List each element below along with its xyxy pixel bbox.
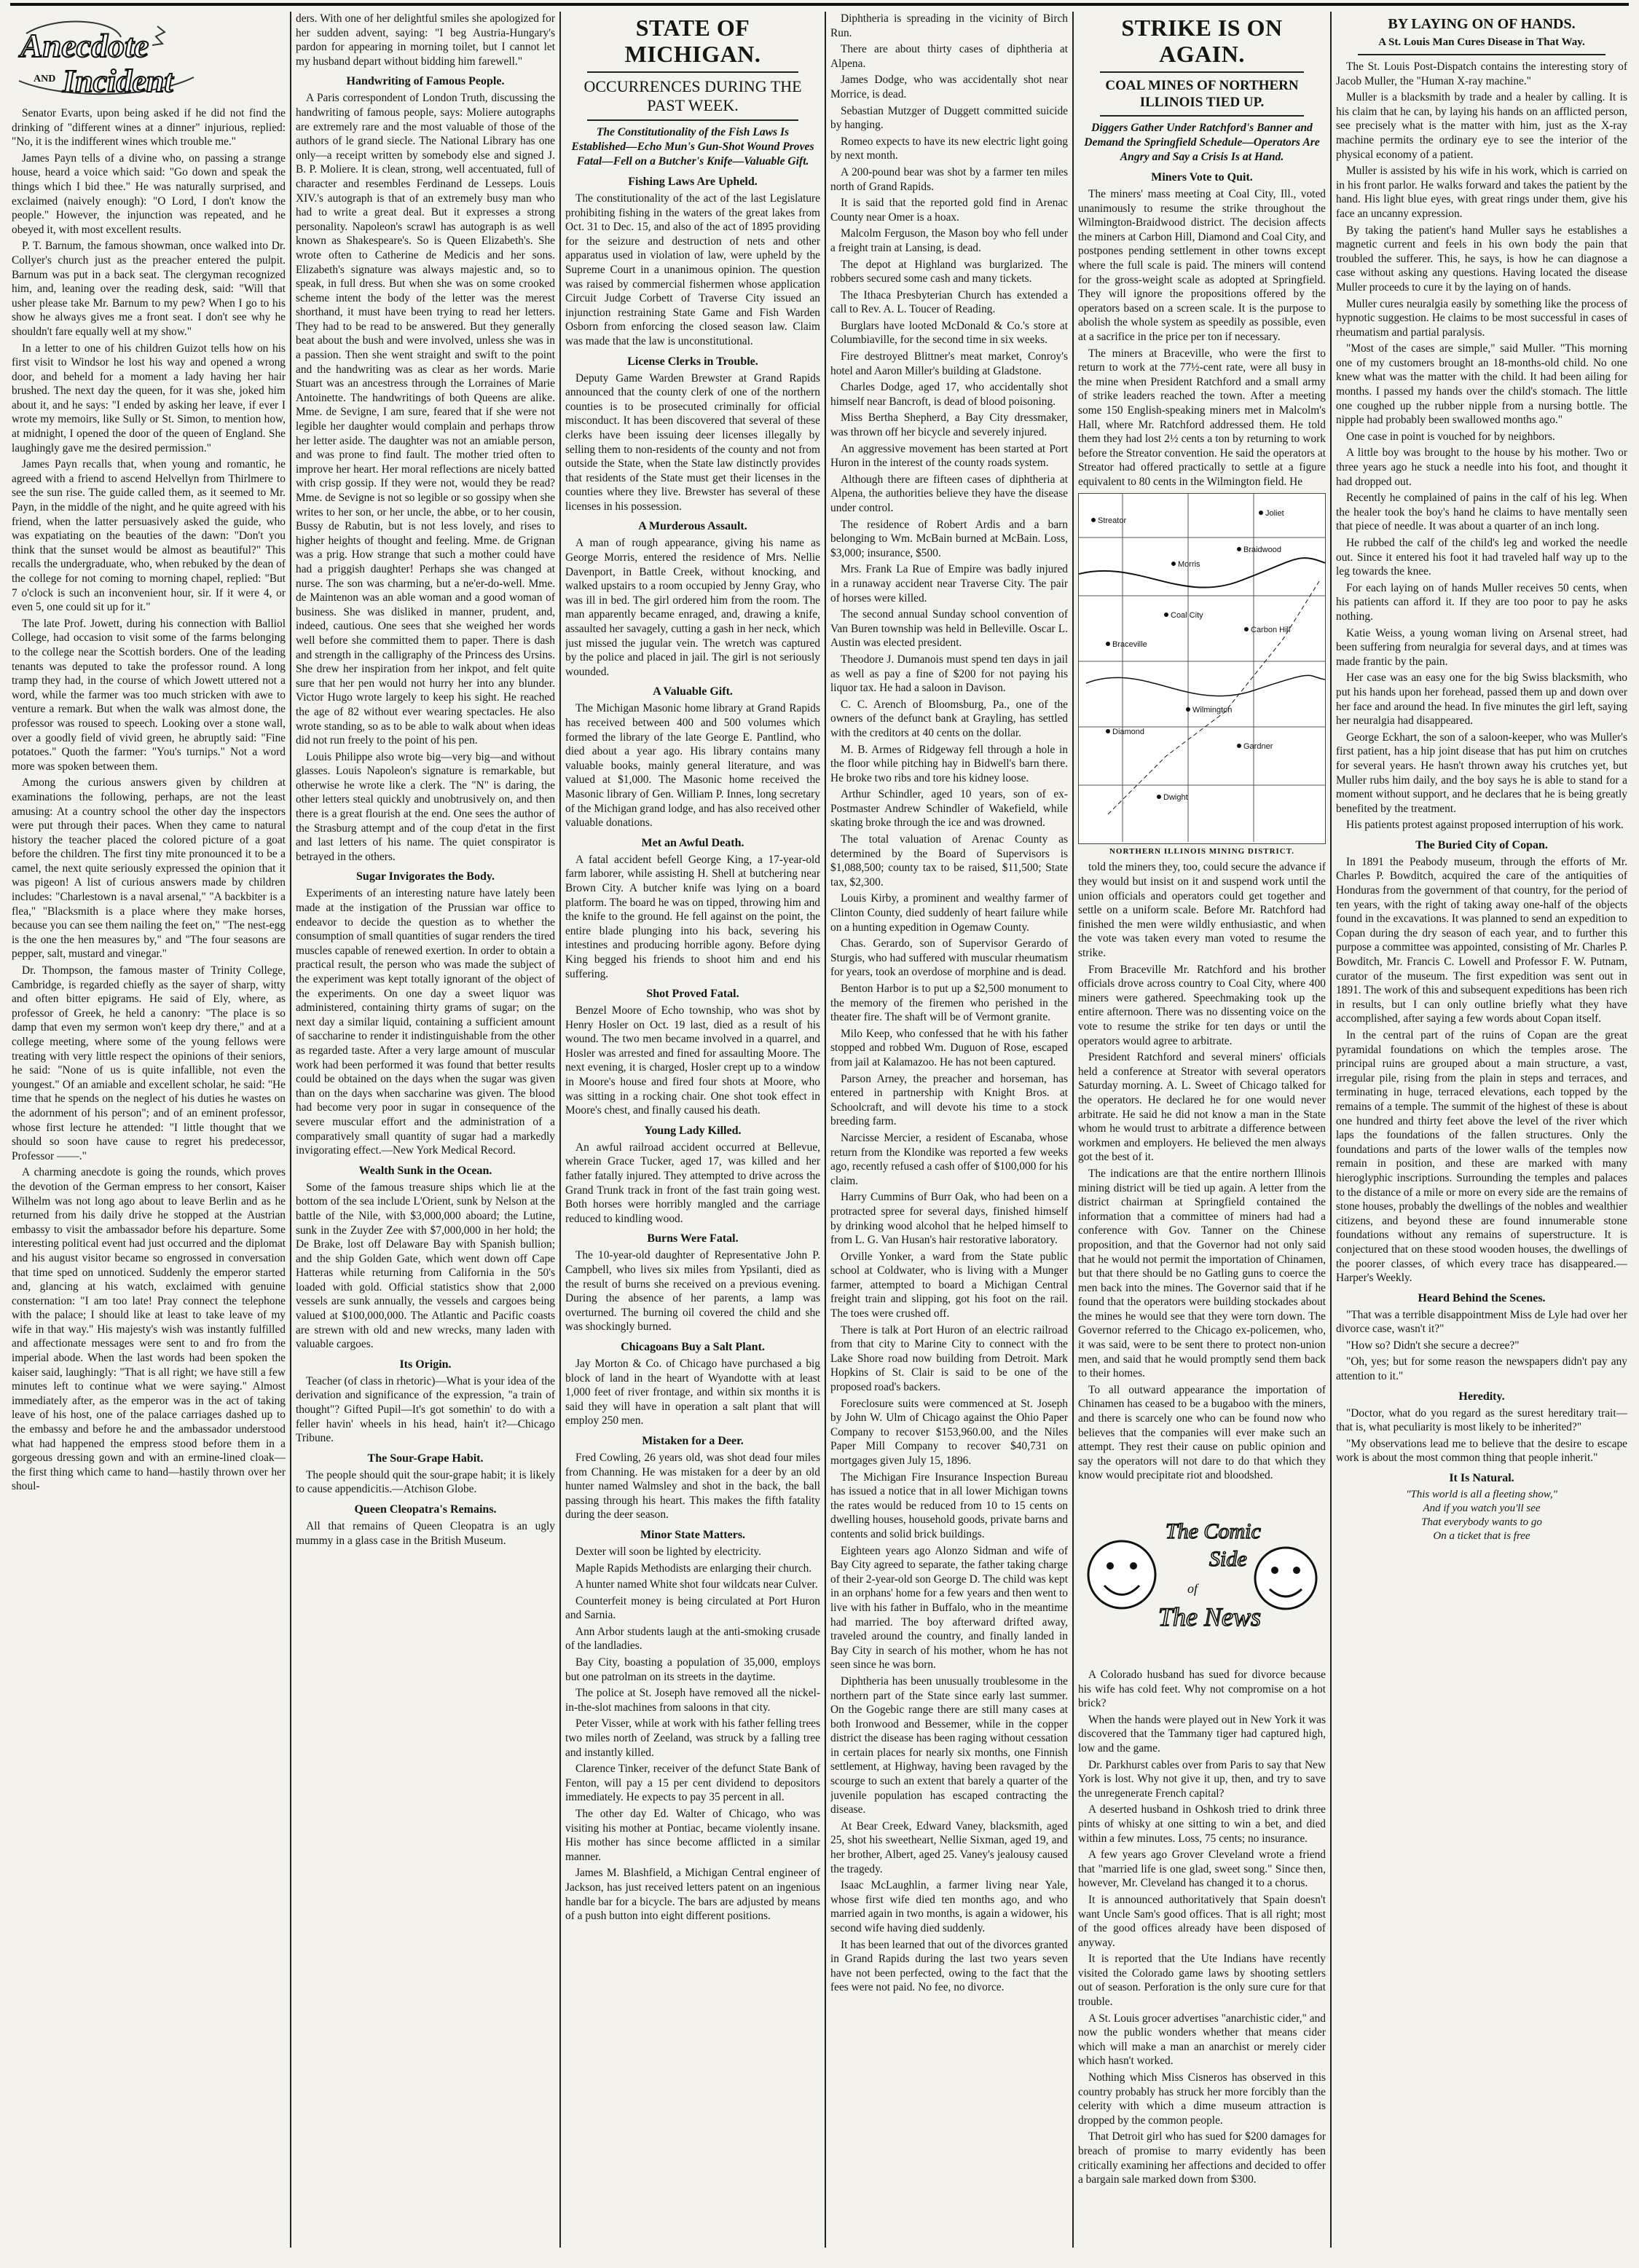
column-state-of-michigan <box>565 12 820 2248</box>
michigan-section-paragraph: The police at St. Joseph have removed all the nickel-in-the-slot machines from saloons in that city. <box>565 1687 820 1714</box>
hands-subtitle: A St. Louis Man Cures Disease in That Way. <box>1378 36 1585 48</box>
anecdote-paragraphs <box>12 106 286 1494</box>
wealth-heading: Wealth Sunk in the Ocean. <box>358 1164 492 1177</box>
hands-paragraph: George Eckhart, the son of a saloon-keeper, who was Muller's first patient, has a hip joint disease that has put him on crutches for several years. He hasn't thrown away his crutches yet, but Muller rubs him daily, and the boy says he is able to stand for a moment without support, and he declares that he is being greatly benefited by the treatment. <box>1336 731 1627 815</box>
map-town-label: Wilmington <box>1192 706 1233 715</box>
svg-text:AND: AND <box>34 74 56 84</box>
divider <box>1358 54 1605 55</box>
scenes-paragraph: "Oh, yes; but for some reason the newspapers didn't pay any attention to it." <box>1336 1355 1627 1383</box>
state-item: Theodore J. Dumanois must spend ten days in jail as well as pay a fine of $200 for not paying his liquor tax. He had a saloon in Davison. <box>830 653 1068 695</box>
heredity-paragraph: "Doctor, what do you regard as the surest hereditary trait—that is, what peculiarity is most likely to be inherited?" <box>1336 1406 1627 1434</box>
state-item: The second annual Sunday school convention of Van Buren township was held in Belleville. Oscar L. Austin was elected president. <box>830 608 1068 650</box>
state-item: Charles Dodge, aged 17, who accidentally shot himself near Bancroft, is dead of blood poisoning. <box>830 381 1068 408</box>
hands-paragraph: For each laying on of hands Muller receives 50 cents, when his patients can afford it. If they are too poor to pay he asks nothing. <box>1336 581 1627 623</box>
michigan-section-paragraph: Deputy Game Warden Brewster at Grand Rapids announced that the county clerk of one of the northern counties is to be prosecuted criminally for official misconduct. It has been discovered that several of these clerks have been issuing deer licenses illegally by selling them to non-residents of the county and not from outside the State, when the State law distinctly provides that residents of the State must get their licenses in the counties where they live. Brewster has several of these licenses in his possession. <box>565 371 820 513</box>
michigan-section-paragraph: A hunter named White shot four wildcats near Culver. <box>575 1578 818 1591</box>
michigan-section-heading: Fishing Laws Are Upheld. <box>628 176 758 188</box>
hands-paragraphs <box>1336 60 1627 832</box>
state-item: Milo Keep, who confessed that he with his father stopped and robbed Wm. Duguon of Rose, escaped from jail at Kalamazoo. He has not been captured. <box>830 1027 1068 1068</box>
strike-subtitle: COAL MINES OF NORTHERN ILLINOIS TIED UP. <box>1105 78 1299 110</box>
michigan-section-heading: Shot Proved Fatal. <box>646 988 739 1001</box>
column-laying-on-hands <box>1336 12 1627 2248</box>
michigan-section-paragraph: Counterfeit money is being circulated at Port Huron and Sarnia. <box>565 1594 820 1622</box>
michigan-section-paragraph: Fred Cowling, 26 years old, was shot dead four miles from Channing. He was mistaken for a deer by an old hunter named Walmsley and shot in the back, the ball passing through his heart. This makes the fifth fatality during the deer season. <box>565 1451 820 1521</box>
comic-joke: A few years ago Grover Cleveland wrote a friend that "married life is one glad, sweet song." Since then, however, Mr. Cleveland has changed it to a chorus. <box>1078 1848 1326 1890</box>
state-item: Eighteen years ago Alonzo Sidman and wife of Bay City agreed to separate, the father taking charge of their 2-year-old son George D. The child was kept in an orphans' home for a few years and then went to live with his father in Buffalo, who in the meantime had married. The boy afterward drifted away, traveled around the country, and finally landed in Bay City in search of his mother, whom he has not seen since he was born. <box>830 1544 1068 1672</box>
anecdote-paragraph: P. T. Barnum, the famous showman, once walked into Dr. Collyer's church just as the preacher entered the pulpit. Barnum was put in a back seat. The clergyman recognized him, and, leaning over the reading desk, said: "Will that usher please take Mr. Barnum to my pew? When I go to his show he always gives me a front seat. I don't see why he shouldn't fare equally well at my show." <box>12 240 286 338</box>
map-town-label: Braceville <box>1112 640 1147 650</box>
michigan-title: STATE OF MICHIGAN. <box>624 15 761 67</box>
state-item: Romeo expects to have its new electric light going by next month. <box>830 135 1068 162</box>
comic-jokes <box>1078 1668 1326 2187</box>
michigan-section-heading: Met an Awful Death. <box>641 836 744 849</box>
comic-joke: It is reported that the Ute Indians have recently visited the Colorado game laws by shooting settlers out of season. Perforation is the only sure cure for that trouble. <box>1078 1953 1326 2009</box>
state-item: M. B. Armes of Ridgeway fell through a hole in the floor while pitching hay in Bidwell's barn there. He broke two ribs and tore his kidney loose. <box>830 743 1068 784</box>
hands-title: BY LAYING ON OF HANDS. <box>1388 16 1576 32</box>
michigan-section-heading: A Valuable Gift. <box>653 685 733 698</box>
map-town-label: Carbon Hill <box>1251 626 1291 635</box>
state-item: A 200-pound bear was shot by a farmer ten miles north of Grand Rapids. <box>830 165 1068 193</box>
strike-paragraph: To all outward appearance the importation of Chinamen has ceased to be a bugaboo with the miners, and there is scarcely one who can be found now who believes that the companies will ever make such an attempt. They rest their cause on public opinion and say the operators will not dare to do that which they know would precipitate riot and bloodshed. <box>1078 1383 1326 1482</box>
michigan-section-paragraph: Bay City, boasting a population of 35,000, employs but one patrolman on its streets in the daytime. <box>565 1656 820 1683</box>
map-town-label: Dwight <box>1163 793 1188 803</box>
michigan-section-paragraph: Maple Rapids Methodists are enlarging their church. <box>575 1562 812 1575</box>
mining-map-svg <box>1079 494 1325 842</box>
strike-paragraph: told the miners they, too, could secure the advance if they would but insist on it and suspend work until the union officials and operators could get together and settle on a uniform scale. Before Mr. Ratchford had finished the men were wildly enthusiastic, and when the vote was taken every man voted to resume the strike. <box>1078 861 1326 960</box>
michigan-section-heading: License Clerks in Trouble. <box>627 355 758 368</box>
anecdote-paragraph: In a letter to one of his children Guizot tells how on his first visit to Windsor he lost his way and opened a wrong door, and beheld for a moment a lady having her hair brushed. The next day the queen, for it was she, joked him about it, and he says: "I ended by asking her leave, if ever I wrote my memoirs, like Sully or St. Simon, to mention how, at midnight, I opened the door of the queen of England. She laughingly gave me the desired permission." <box>12 342 286 454</box>
vote-heading: Miners Vote to Quit. <box>1151 171 1253 184</box>
state-item: Burglars have looted McDonald & Co.'s store at Columbiaville, for the second time in six weeks. <box>830 319 1068 347</box>
state-item: C. C. Arench of Bloomsburg, Pa., one of the owners of the defunct bank at Grayling, has settled with the creditors at 40 cents on the dollar. <box>830 698 1068 739</box>
state-item: It is said that the reported gold find in Arenac County near Omer is a hoax. <box>830 197 1068 224</box>
michigan-section-heading: Young Lady Killed. <box>644 1124 742 1137</box>
state-item: James Dodge, who was accidentally shot near Morrice, is dead. <box>830 74 1068 101</box>
state-item: The residence of Robert Ardis and a barn belonging to Wm. McBain burned at McBain. Loss, $3,000; insurance, $500. <box>830 518 1068 559</box>
hands-paragraph: Katie Weiss, a young woman living on Arsenal street, had been suffering from neuralgia for several days, and at times was made frantic by the pain. <box>1336 626 1627 668</box>
michigan-section-paragraph: Benzel Moore of Echo township, who was shot by Henry Hosler on Oct. 19 last, died as a result of his wound. The two men became involved in a quarrel, and Hosler was arrested and fined for assaulting Moore. The next evening, it is charged, Hosler crept up to a window in Moore's house and fired four shots at Moore, who was sitting in a rocking chair. One shot took effect in Moore's chest, and finally caused his death. <box>565 1004 820 1117</box>
hands-paragraph: Muller is assisted by his wife in his work, which is carried on in his front parlor. He walks forward and takes the patient by the hand. His light blue eyes, with great rings under them, give his face an uncanny expression. <box>1336 165 1627 220</box>
michigan-sections <box>565 175 820 1924</box>
sugar-heading: Sugar Invigorates the Body. <box>356 870 495 883</box>
newspaper-page <box>12 12 1627 2256</box>
handwriting-paragraph: Louis Philippe also wrote big—very big—and without glasses. Louis Napoleon's signature is remarkable, but otherwise he wrote like a clerk. The "N" is daring, the other letters steal quickly and unobtrusively on, and then there is a great flourish at the end. One sees the author of the Strasburg attempt and of the coup d'etat in the first and last letters of his name. The quiet conspirator is betrayed in the others. <box>296 750 555 863</box>
anecdote-masthead-art <box>12 12 201 105</box>
divider <box>1100 71 1304 73</box>
comic-side-art <box>1078 1487 1326 1661</box>
state-item: The total valuation of Arenac County as determined by the Board of Supervisors is $1,088,500; county tax to be raised, $11,500; State tax, $2,300. <box>830 833 1068 889</box>
handwriting-heading: Handwriting of Famous People. <box>346 75 505 88</box>
origin-heading: Its Origin. <box>399 1358 452 1371</box>
state-item: Miss Bertha Shepherd, a Bay City dressmaker, was thrown off her bicycle and severely injured. <box>830 412 1068 439</box>
poem-line: On a ticket that is free <box>1433 1530 1530 1543</box>
michigan-section-paragraph: Jay Morton & Co. of Chicago have purchased a big block of land in the heart of Wyandotte with at least 1,000 feet of river frontage, and within six months it is said they will have in operation a salt plant that will employ 250 men. <box>565 1357 820 1428</box>
column-rule <box>1330 12 1332 2248</box>
michigan-section-paragraph: Clarence Tinker, receiver of the defunct State Bank of Fenton, will pay a 15 per cent dividend to depositors immediately. He expects to pay 35 percent in all. <box>565 1763 820 1804</box>
divider <box>587 71 798 73</box>
column-rule <box>290 12 291 2248</box>
map-town-dot <box>1106 729 1110 733</box>
michigan-section-paragraph: The constitutionality of the act of the last Legislature prohibiting fishing in the waters of the great lakes from Oct. 31 to Dec. 15, and also of the act of 1895 providing for the seizure and destruction of nets and other apparatus used in violation of law, were upheld by the Supreme Court in a unanimous opinion. The question was raised by commercial fishermen whose application Circuit Judge Corbett of Traverse City issued an injunction restraining State Game and Fish Warden Osborn from enforcing the closed season law. Claim was made that the law is unconstitutional. <box>565 192 820 347</box>
state-item: Orville Yonker, a ward from the State public school at Coldwater, who is living with a Munger farmer, attempted to board a Michigan Central freight train and slipping, got his foot on the rail. The toes were crushed off. <box>830 1250 1068 1320</box>
strike-paragraph: From Braceville Mr. Ratchford and his brother officials drove across country to Coal City, where 400 miners were gathered. Speechmaking took up the entire afternoon. There was no dissenting voice on the vote to resume the strike for ten days or until the operators would agree to arbitrate. <box>1078 963 1326 1047</box>
map-town-label: Diamond <box>1112 728 1145 737</box>
michigan-section-paragraph: Peter Visser, while at work with his father felling trees two miles north of Zeeland, was struck by a falling tree and instantly killed. <box>565 1717 820 1759</box>
michigan-subtitle: OCCURRENCES DURING THE PAST WEEK. <box>583 77 802 114</box>
comic-joke: A deserted husband in Oshkosh tried to drink three pints of whisky at one sitting to win a bet, and died within a few minutes. Loss, 75 cents; no insurance. <box>1078 1803 1326 1845</box>
map-caption: NORTHERN ILLINOIS MINING DISTRICT. <box>1109 847 1295 857</box>
map-town-label: Braidwood <box>1243 546 1281 555</box>
michigan-section-paragraph: An awful railroad accident occurred at Bellevue, wherein Grace Tucker, aged 17, was killed and her father fatally injured. They attempted to drive across the Grand Trunk track in front of the fast train going west. Both horses were horribly mangled and the carriage reduced to kindling wood. <box>565 1141 820 1225</box>
michigan-section-heading: A Murderous Assault. <box>638 520 747 533</box>
column-anecdotes <box>12 12 286 2248</box>
scenes-heading: Heard Behind the Scenes. <box>1418 1291 1546 1304</box>
sour-grape-paragraph: The people should quit the sour-grape habit; it is likely to cause appendicitis.—Atchison Globe. <box>296 1468 555 1496</box>
hands-paragraph: One case in point is vouched for by neighbors. <box>1346 430 1555 443</box>
divider <box>1100 115 1304 117</box>
state-item: Narcisse Mercier, a resident of Escanaba, whose return from the Klondike was reported a few weeks ago, recently refused a cash offer of $100,000 for his claim. <box>830 1131 1068 1187</box>
map-town-label: Morris <box>1178 560 1200 570</box>
hands-paragraph: Muller cures neuralgia easily by something like the process of hypnotic suggestion. He claims to be most successful in cases of rheumatism and partial paralysis. <box>1336 297 1627 339</box>
anecdote-paragraph: Among the curious answers given by children at examinations the following, perhaps, are not the least amusing: At a country school the other day the inspectors were put through their paces. When they came to natural history the teacher placed the colored picture of a goat before the children. The first tiny mite pronounced it to be a camel, the next quite seriously expressed the opinion that it was pigeon! A list of curious answers made by children includes: "Charlestown is a naval arsenal," "A backbiter is a flea," "Blacksmith is a place where they make horses, because you can see them nailing the feet on," "The nest-egg is the one the hen measures by," and "The four seasons are pepper, salt, mustard and vinegar." <box>12 776 286 961</box>
map-town-dot <box>1157 795 1161 799</box>
michigan-section-heading: Minor State Matters. <box>640 1528 746 1541</box>
hands-paragraph: His patients protest against proposed interruption of his work. <box>1346 819 1624 832</box>
natural-heading: It Is Natural. <box>1449 1472 1514 1485</box>
handwriting-paragraph: A Paris correspondent of London Truth, discussing the handwriting of famous people, says: Moliere autographs are extremely rare and the most valuable of those of the authors of le grand siecle. The National Library has one only—a receipt written by somebody else and signed J. B. P. Moliere. It is clean, strong, well accentuated, full of character and resembles Ferdinand de Lesseps. Louis XIV.'s autograph is that of an extremely busy man who had to write a great deal. But it expresses a strong personality. Napoleon's scrawl has autograph is as well known as Shakespeare's. So is Queen Elizabeth's. She wrote often to Catherine de Medicis and her sons. Elizabeth's signature was always majestic and, so to speak, in full dress. But when she was on some crooked scheme intent the body of the letter was the merest shorthand, it must have been trying to read her letters. They had to be read to be answered. But they generally beat about the bush and were involved, unless she was in a passion. Then she went straight and swift to the point and the handwriting was as clear as her words. Marie Stuart was an ancestress through the Lorraines of Marie Antoinette. The handwritings of both Queens are alike. Mme. de Sevigne, I am sure, feared that if she were not legible her daughter would complain and perhaps throw her letter aside. The daughter was not an amiable person, and was prone to find fault. The mother tried often to improve her heart. Her moral reflections are nicely batted with crisp gossip. If they were not, would they be read? Mme. de Sevigne is not so legible or so gossipy when she writes to her son, or her uncle, the abbe, or to her cousin, Bussy de Rabutin, but is not less lovely, and rises to higher heights of thought and feeling. Mme. de Grignan was a prig. How strange that such a mother could have had a priggish daughter! Perhaps she was changed at nurse. The son was charming, but a ne'er-do-well. Mme. de Maintenon was an able woman and a good woman of business. She was disliked in manner, prudent, and, indeed, cautious. One sees that she weighed her words well before she committed them to paper. There is dash and strength in the calligraphy of the Princess des Ursins. She drew her inspiration from her inkpot, and felt quite sure that her pen would not hurry her into any blunder. Victor Hugo wrote largely to keep his sight. He reached the age of 82 without ever wearing spectacles. He also wrote standing, so as to be able to walk about when ideas did not run freely to the point of his pen. <box>296 92 555 747</box>
michigan-section-paragraph: The 10-year-old daughter of Representative John P. Campbell, who lives six miles from Ypsilanti, died as the result of burns she received on a previous evening. During the absence of her parents, a lamp was overturned. The burning oil covered the child and she was shockingly burned. <box>565 1249 820 1334</box>
comic-joke: A Colorado husband has sued for divorce because his wife has cold feet. Why not compromise on a hot brick? <box>1078 1669 1326 1710</box>
state-item: The depot at Highland was burglarized. The robbers secured some cash and many tickets. <box>830 258 1068 286</box>
map-town-dot <box>1259 511 1263 515</box>
mining-district-map <box>1078 493 1326 844</box>
hands-paragraph: Muller is a blacksmith by trade and a healer by calling. It is his claim that he can, by laying his hands on an afflicted person, see precisely what is the matter with him, just as the X-ray machine permits the ordinary eye to see the interior of the physical economy of a patient. <box>1336 91 1627 161</box>
map-town-label: Gardner <box>1243 742 1273 752</box>
top-rule <box>10 3 1629 6</box>
michigan-section-paragraph: Dexter will soon be lighted by electricity. <box>575 1545 762 1558</box>
svg-text:Incident: Incident <box>63 63 173 99</box>
svg-text:The News: The News <box>1158 1602 1262 1631</box>
svg-text:Anecdote: Anecdote <box>20 27 149 64</box>
state-item: Although there are fifteen cases of diphtheria at Alpena, the authorities believe they have the disease under control. <box>830 473 1068 514</box>
state-item: Arthur Schindler, aged 10 years, son of ex-Postmaster Andrew Schindler of Wakefield, while skating broke through the ice and was drowned. <box>830 788 1068 830</box>
hands-paragraph: He rubbed the calf of the child's leg and worked the needle out. Since it entered his foot it had traveled half way up to the leg towards the knee. <box>1336 537 1627 578</box>
divider <box>587 119 798 121</box>
poem-line: And if you watch you'll see <box>1423 1503 1541 1515</box>
copan-paragraph: In 1891 the Peabody museum, through the efforts of Mr. Charles P. Bowditch, acquired the care of the antiquities of Honduras from the government of that country, for the period of ten years, with the right of taking away one-half of the objects found in the excavations. It was planned to send an expedition to Copan during the dry season of each year, and to further this purpose a committee was appointed, consisting of Mr. Charles P. Bowditch, Mr. Francis C. Lowell and Professor F. W. Putnam, curator of the museum. The first expedition was sent out in 1891. The work of this and subsequent expeditions has been rich in results, but I can only outline briefly what they have accomplished, after saying a few words about Copan itself. <box>1336 855 1627 1025</box>
michigan-section-paragraph: James M. Blashfield, a Michigan Central engineer of Jackson, has just received letters patent on an ingenious handle bar for a bicycle. The bars are adjusted by means of a push button into eight different positions. <box>565 1867 820 1923</box>
cleopatra-paragraph: All that remains of Queen Cleopatra is an ugly mummy in a glass case in the British Museum. <box>296 1520 555 1547</box>
state-item: Isaac McLaughlin, a farmer living near Yale, whose first wife died ten months ago, and who married again in two months, is again a widower, his second wife having died suddenly. <box>830 1879 1068 1934</box>
state-item: The Ithaca Presbyterian Church has extended a call to Rev. A. L. Toucer of Reading. <box>830 288 1068 316</box>
state-item: It has been learned that out of the divorces granted in Grand Rapids during the last two years seven have not been perfected, owing to the fact that the fees were not paid. No fee, no divorce. <box>830 1938 1068 1994</box>
strike-paragraph: President Ratchford and several miners' officials held a conference at Streator with several operators Saturday morning. A. L. Sweet of Chicago talked for the operators. He declared he for one would never arbitrate. He said he did not know a man in the State whom he would trust to arbitrate a difference between workmen and employers. He believed the men always got the best of it. <box>1078 1051 1326 1164</box>
hands-paragraph: By taking the patient's hand Muller says he establishes a magnetic current and feels in his own body the pain that troubled the sufferer. This, he says, is how he can diagnose a case without asking any questions. Having located the disease Muller proceeds to cure it by the laying on of hands. <box>1336 224 1627 294</box>
origin-paragraph: Teacher (of class in rhetoric)—What is your idea of the derivation and significance of the expression, "a train of thought"? Gifted Pupil—It's got somethin' to do with a feller havin' wheels in his head, hain't it?—Chicago Tribune. <box>296 1374 555 1445</box>
poem-line: That everybody wants to go <box>1421 1516 1542 1529</box>
svg-text:Side: Side <box>1209 1547 1247 1571</box>
state-item: Parson Arney, the preacher and horseman, has entered in partnership with Knight Bros. at Schoolcraft, and will devote his time to a stock breeding farm. <box>830 1072 1068 1128</box>
strike-paragraph: The miners at Braceville, who were the first to return to work at the 77½-cent rate, were all busy in the mine when President Ratchford and a small army of strike leaders reached the town. After a meeting some 150 English-speaking miners met in Malcolm's Hall, where Mr. Ratchford addressed them. He told them they had lost 2½ cents a ton by returning to work before the Streator convention. He said the operators at Streator had offered practically to settle at a figure equivalent to 80 cents in the Wilmington field. He <box>1078 347 1326 488</box>
column-miscellany <box>296 12 555 2248</box>
svg-text:The Comic: The Comic <box>1166 1519 1261 1543</box>
column-rule <box>1072 12 1074 2248</box>
map-town-dot <box>1237 744 1241 748</box>
michigan-section-paragraph: A fatal accident befell George King, a 17-year-old farm laborer, while assisting H. Shell at butchering near Brown City. A butcher knife was lying on a board platform. The board he was on tipped, throwing him and the knife to the ground. He fell against on the point, the entire blade plunging into his back, severing his intestines and producing horrible agony. Before dying King begged his friends to shoot him and end his suffering. <box>565 853 820 980</box>
comic-joke: It is announced authoritatively that Spain doesn't want Uncle Sam's good offices. That is all right; most of the good offices already have been disposed of anyway. <box>1078 1893 1326 1949</box>
column-strike <box>1078 12 1326 2248</box>
state-item: The Michigan Fire Insurance Inspection Bureau has issued a notice that in all lower Michigan towns the rates would be reduced from 10 to 15 cents on dwelling houses, household goods, private barns and contents and solid brick buildings. <box>830 1470 1068 1540</box>
strike-paragraph: The indications are that the entire northern Illinois mining district will be tied up again. A letter from the district chairman at Springfield contained the information that a committee of miners had had a conference with Gov. Tanner on the Chinese proposition, and that the Governor had not only said that he would not permit the importation of Chinamen, but that there should be no Gatling guns to coerce the men back into the mines. The Governor said that if he found that the operators were building stockades about the mines he would see that they were torn down. The Governor referred to the Chicago ex-policemen, who, it was said, were to be sent there to protect non-union men, and said that he would promptly send them back to their homes. <box>1078 1167 1326 1380</box>
map-town-label: Streator <box>1098 516 1127 526</box>
state-item: Mrs. Frank La Rue of Empire was badly injured in a runaway accident near Traverse City. The pair of horses were killed. <box>830 563 1068 605</box>
state-item: Chas. Gerardo, son of Supervisor Gerardo of Sturgis, who had suffered with muscular rheumatism for years, took an overdose of morphine and is dead. <box>830 937 1068 979</box>
copan-heading: The Buried City of Copan. <box>1415 838 1548 851</box>
state-item: Harry Cummins of Burr Oak, who had been on a protracted spree for several days, finished himself by drinking wood alcohol that he helped himself to from L. G. Van Husan's hair restorative laboratory. <box>830 1191 1068 1247</box>
state-item: Louis Kirby, a prominent and wealthy farmer of Clinton County, died suddenly of heart failure while on a hunting expedition in Ogemaw County. <box>830 892 1068 934</box>
anecdote-paragraph: Senator Evarts, upon being asked if he did not find the drinking of "different wines at a dinner" injurious, replied: "No, it is the indifferent wines which trouble me." <box>12 107 286 149</box>
state-item: Diphtheria has been unusually troublesome in the northern part of the State since early last summer. On the Gogebic range there are still many cases at both Ironwood and Bessemer, while in the copper district the disease has been raging without cessation in certain places for nearly six months, one Finnish settlement, at Highway, having been ravaged by the scourge to such an extent that barely a quarter of the juvenile population has escaped contracting the disease. <box>830 1674 1068 1816</box>
michigan-section-heading: Chicagoans Buy a Salt Plant. <box>621 1340 765 1353</box>
heredity-paragraph: "My observations lead me to believe that the desire to escape work is about the most common thing that people inherit." <box>1336 1437 1627 1465</box>
state-item: Foreclosure suits were commenced at St. Joseph by John W. Ulm of Chicago against the Ohio Paper Company to recover $153,960.00, and the Niles Paper Mill Company to recover $40,731 on mortgages given July 15, 1896. <box>830 1397 1068 1467</box>
hands-paragraph: "Most of the cases are simple," said Muller. "This morning one of my customers brought an 18-months-old child. No one knew what was the matter with the child. It had been ailing for months. I passed my hands over the child's stomach. The little one coughed up the rubber nipple from a nursing bottle. The nipple had probably been swallowed months ago." <box>1336 342 1627 427</box>
heredity-heading: Heredity. <box>1458 1390 1505 1403</box>
svg-text:of: of <box>1187 1581 1198 1596</box>
state-item: Sebastian Mutzger of Duggett committed suicide by hanging. <box>830 104 1068 132</box>
state-item: Malcolm Ferguson, the Mason boy who fell under a freight train at Lansing, is dead. <box>830 227 1068 254</box>
michigan-deck: The Constitutionality of the Fish Laws Is Established—Echo Mun's Gun-Shot Wound Proves Fatal—Fell on a Butcher's Knife—Valuable Gift. <box>571 126 814 168</box>
michigan-section-paragraph: The Michigan Masonic home library at Grand Rapids has received between 400 and 500 volumes which formed the library of the late George E. Pantlind, who died about a year ago. His library contains many valuable books, mainly general literature, and was valued at $1,000. The Masonic home received the Masonic library of Gen. William P. Innes, long secretary of the Michigan grand lodge, and has also received other valuable donations. <box>565 702 820 830</box>
michigan-section-heading: Mistaken for a Deer. <box>642 1434 744 1447</box>
state-item: Fire destroyed Blittner's meat market, Conroy's hotel and Aaron Miller's building at Gladstone. <box>830 350 1068 377</box>
column-rule <box>559 12 561 2248</box>
wealth-paragraph: Some of the famous treasure ships which lie at the bottom of the sea include L'Orient, sunk by Nelson at the battle of the Nile, with $3,000,000 aboard; the Lutine, sunk in the Zuyder Zee with $7,000,000 in her hold; the De Brake, lost off Delaware Bay with Spanish bullion; and the ship Golden Gate, which went down off Cape Hatteras while returning from California in the 50's loaded with gold. Official statistics show that 2,000 vessels are sunk annually, the vessels and cargoes being valued at $100,000,000. The Atlantic and Pacific coasts are strewn with old and new wrecks, many laden with valuable cargoes. <box>296 1181 555 1351</box>
state-item: At Bear Creek, Edward Vaney, blacksmith, aged 25, shot his sweetheart, Nellie Sixman, aged 19, and her brother, Albert, aged 25. Vaney's jealousy caused the tragedy. <box>830 1819 1068 1875</box>
state-item: Diphtheria is spreading in the vicinity of Birch Run. <box>830 12 1068 39</box>
hands-paragraph: A little boy was brought to the house by his mother. Two or three years ago he stuck a needle into his foot, and thought it had dropped out. <box>1336 446 1627 488</box>
map-town-dot <box>1106 642 1110 646</box>
anecdote-paragraph: James Payn tells of a divine who, on passing a strange house, heard a voice which said: "Go down and speak the things which I bid thee." He was naturally surprised, and exclaimed (naively enough): "O Lord, I don't know the people." However, the injunction was repeated, and he obeyed it, with most excellent results. <box>12 151 286 236</box>
comic-joke: Nothing which Miss Cisneros has observed in this country probably has struck her more forcibly than the celerity with which a dime museum attraction is dropped by the common people. <box>1078 2071 1326 2127</box>
michigan-section-paragraph: Ann Arbor students laugh at the anti-smoking crusade of the landladies. <box>565 1625 820 1653</box>
continued-paragraph: ders. With one of her delightful smiles she apologized for her sudden advent, saying: "I beg Austria-Hungary's pardon for appearing in morning toilet, but I cannot let my husband depart without bidding him farewell." <box>296 12 555 68</box>
anecdote-paragraph: The late Prof. Jowett, during his connection with Balliol College, had occasion to visit some of the farms belonging to the college near the Scottish borders. One of the leading tenants was deputed to take the professor round. A long tramp they had, in the course of which Jowett uttered not a word, while the farmer was too much stricken with awe to venture a remark. But when the walk was almost done, the professor was roused to speech. Looking over a stone wall, over a goodly field of vivid green, he abruptly said: "Fine potatoes." Quoth the farmer: "You's turnips." Not a word more was spoken between them. <box>12 617 286 773</box>
map-town-dot <box>1171 562 1176 566</box>
sugar-paragraph: Experiments of an interesting nature have lately been made at the instigation of the Prussian war office to endeavor to decide the question as to whether the consumption of small quantities of sugar renders the tired muscles capable of renewed exertion. In order to obtain a practical result, the person who was made the subject of the experiment was kept totally ignorant of the object of the experiments. On one day a sweet liquor was administered, containing thirty grams of sugar; on the next day a similar liquid, containing a sufficient amount of saccharine to render it indistinguishable from the other as regarded taste. After a very large amount of muscular work had been performed it was found that better results could be obtained on the days when the sugar was given than on the days when saccharine was given. The blood had become very poor in sugar in consequence of the severe muscular effort and the administration of a comparatively small quantity of sugar had a markedly invigorating effect.—New York Medical Record. <box>296 887 555 1157</box>
map-town-label: Joliet <box>1265 509 1284 519</box>
cleopatra-heading: Queen Cleopatra's Remains. <box>354 1503 497 1516</box>
map-town-dot <box>1091 518 1096 522</box>
comic-side-banner <box>1078 1487 1326 1662</box>
michigan-section-paragraph: The other day Ed. Walter of Chicago, who was visiting his mother at Pontiac, became violently insane. His mother has since become afflicted in a similar manner. <box>565 1808 820 1863</box>
state-item: Benton Harbor is to put up a $2,500 monument to the memory of the firemen who perished in the theater fire. The shaft will be of Vermont granite. <box>830 983 1068 1024</box>
michigan-section-paragraph: A man of rough appearance, giving his name as George Morris, entered the residence of Mrs. Nellie Davenport, in Battle Creek, without knocking, and walked upstairs to a room occupied by Jenny Gray, who was ill in bed. The girl ordered him from the room. The man apparently became enraged, and, drawing a knife, assaulted her savagely, cutting a gash in her neck, which just missed the jugular vein. The wretch was captured by the police and placed in jail. The girl is not seriously wounded. <box>565 537 820 678</box>
strike-deck: Diggers Gather Under Ratchford's Banner and Demand the Springfield Schedule—Operators Are Angry and Say a Crisis Is at Hand. <box>1084 122 1320 163</box>
anecdote-masthead <box>12 12 286 106</box>
map-town-dot <box>1186 707 1190 712</box>
map-town-dot <box>1237 547 1241 551</box>
state-item: There is talk at Port Huron of an electric railroad from that city to Marine City to connect with the Lake Shore road now building from Detroit. Mark Hopkins of St. Clair is said to be one of the proposed road's backers. <box>830 1323 1068 1394</box>
state-item: An aggressive movement has been started at Port Huron in the interest of the county roads system. <box>830 442 1068 470</box>
column-state-items <box>830 12 1068 2248</box>
anecdote-paragraph: A charming anecdote is going the rounds, which proves the devotion of the German empress to her consort, Kaiser Wilhelm was not long ago about to leave Berlin and as he returned from his daily drive he stopped at the Austrian embassy to visit the ambassador before his departure. Some interesting political event had just occurred and the diplomat and his august visitor became so engrossed in conversation that time sped on unnoticed. Suddenly the emperor started and, glancing at his watch, exclaimed with genuine consternation: "I am too late! Pray connect the telephone with the palace; I should like at least to take leave of my wife in that way." His majesty's wish was instantly fulfilled and affectionate messages were sent to and fro from the imperial abode. When the last words had been spoken the kaiser said, laughingly: "That is all right; we have still a few minutes left to continue what we were saying." Almost immediately after, as the emperor was in the act of taking leave of his host, one of the palace carriages dashed up to the embassy and before he and the ambassador understood what had happened the empress stood before them in a gorgeous dressing gown and with an ermine-lined cloak—the first thing which came to hand—hastily thrown over her shoul- <box>12 1166 286 1493</box>
anecdote-paragraph: James Payn recalls that, when young and romantic, he agreed with a friend to ascend Helvellyn from Thirlmere to see the sun rise. The guide called them, as it seemed to Mr. Payn, in the middle of the night, and he quite agreed with his friend, when the latter persuasively asked the guide, who was expatiating on the beauties of the dawn: "Don't you think that the sunset would be almost as beautiful?" This recalls the undergraduate, who, when rebuked by the dean of the college for not coming to morning chapel, replied: "But 7 o'clock is such an inconvenient hour, sir. If it were 4, or even 5, one could sit up for it." <box>12 458 286 614</box>
comic-joke: When the hands were played out in New York it was discovered that the Tammany tiger had captured high, low and the game. <box>1078 1713 1326 1755</box>
state-items <box>830 12 1068 1995</box>
map-town-dot <box>1244 627 1249 631</box>
scenes-paragraph: "That was a terrible disappointment Miss de Lyle had over her divorce case, wasn't it?" <box>1336 1308 1627 1336</box>
strike-title: STRIKE IS ON AGAIN. <box>1121 15 1283 67</box>
comic-joke: Dr. Parkhurst cables over from Paris to say that New York is lost. Why not give it up, then, and try to save the unregenerate French capital? <box>1078 1758 1326 1800</box>
comic-joke: That Detroit girl who has sued for $200 damages for breach of promise to marry evidently has been critically examining her affections and decided to offer a bargain sale marked down from $300. <box>1078 2130 1326 2186</box>
michigan-section-heading: Burns Were Fatal. <box>647 1232 739 1245</box>
strike-after-paragraphs <box>1078 860 1326 1483</box>
map-town-dot <box>1164 613 1168 617</box>
sour-grape-heading: The Sour-Grape Habit. <box>367 1452 484 1465</box>
scenes-paragraph: "How so? Didn't she secure a decree?" <box>1346 1339 1520 1352</box>
map-town-label: Coal City <box>1171 611 1203 621</box>
hands-paragraph: Her case was an easy one for the big Swiss blacksmith, who put his hands upon her forehead, passed them up and down over her face and around the head. In five minutes the girl left, saying her neuralgia had disappeared. <box>1336 672 1627 728</box>
hands-paragraph: The St. Louis Post-Dispatch contains the interesting story of Jacob Muller, the "Human X-ray machine." <box>1336 60 1627 87</box>
copan-paragraph: In the central part of the ruins of Copan are the great pyramidal foundations on which the temples arose. The principal ruins are grouped about a main structure, a vast, irregular pile, rising from the plain in steps and terraces, and terminating in huge, terraced elevations, each topped by the remains of a temple. The summit of the highest of these is about one hundred and thirty feet above the level of the river which laps the foundations of the fallen structures. Only the foundations and parts of the lower walls of the temples now remain in position, and these are marked with many hieroglyphic inscriptions. Surrounding the temples and palaces to the distance of a mile or more on every side are the remains of stone houses, probably the dwellings of the nobles and wealthier citizens, and beyond these are found innumerable stone foundations without any remains of superstructure. It is conjectured that on these stood wooden houses, the dwellings of the poorer classes, of which every trace has disappeared.—Harper's Weekly. <box>1336 1029 1627 1285</box>
poem-line: "This world is all a fleeting show," <box>1406 1489 1557 1501</box>
anecdote-paragraph: Dr. Thompson, the famous master of Trinity College, Cambridge, is regarded chiefly as the sayer of sharp, witty and often bitter epigrams. He said of Ely, where, as professor of Greek, he held a canonry: "The place is so damp that even my sermon won't keep dry there," and at a college meeting, where some of the young fellows were treating with very little respect the opinions of their seniors, he said: "None of us is quite infallible, not even the youngest." Of an amiable and excellent scholar, he said: "He time that he spends on the neglect of his duties he wastes on the adornment of his person"; and of an eminent professor, whose first lecture he attended: "I little thought that we should so soon have cause to regret his predecessor, Professor ——." <box>12 964 286 1162</box>
state-item: There are about thirty cases of diphtheria at Alpena. <box>830 43 1068 70</box>
comic-joke: A St. Louis grocer advertises "anarchistic cider," and now the public wonders whether that means cider which will make a man an anarchist or merely cider which hasn't worked. <box>1078 2012 1326 2068</box>
hands-paragraph: Recently he complained of pains in the calf of his leg. When the healer took the boy's hand he claims to have mentally seen that piece of needle. It was about a quarter of an inch long. <box>1336 492 1627 533</box>
column-rule <box>825 12 826 2248</box>
strike-paragraph: The miners' mass meeting at Coal City, Ill., voted unanimously to resume the strike throughout the Wilmington-Braidwood district. The decision affects the miners at Carbon Hill, Diamond and Coal City, and postpones pending settlement in other towns except where the full scale is paid. The miners will contend for the gross-weight scale as adopted at Springfield. They will ignore the propositions offered by the operators based on a screen scale. It is the purpose to abolish the whole system as speedily as possible, even at a sacrifice in the price per ton if necessary. <box>1078 188 1326 343</box>
